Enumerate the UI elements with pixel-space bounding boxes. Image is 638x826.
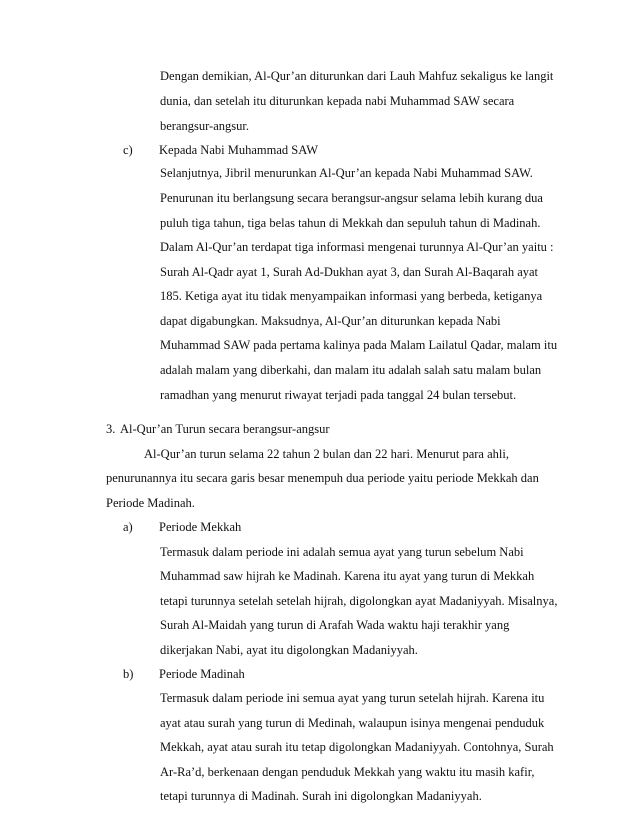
paragraph-line: Selanjutnya, Jibril menurunkan Al-Qur’an kepada Nabi Muhammad SAW.	[160, 166, 533, 180]
paragraph-line: Muhammad saw hijrah ke Madinah. Karena itu ayat yang turun di Mekkah	[160, 569, 535, 583]
paragraph-line: Ar-Ra’d, berkenaan dengan penduduk Mekkah yang waktu itu masih kafir,	[160, 765, 535, 779]
paragraph-line: Dalam Al-Qur’an terdapat tiga informasi mengenai turunnya Al-Qur’an yaitu :	[160, 240, 554, 254]
paragraph-line: Periode Madinah.	[106, 496, 195, 510]
list-item-b-heading	[123, 666, 245, 682]
paragraph-line: tetapi turunnya setelah setelah hijrah, digolongkan ayat Madaniyyah. Misalnya,	[160, 594, 558, 608]
list-marker: b)	[123, 667, 134, 681]
subheading: Periode Mekkah	[159, 520, 242, 534]
paragraph-line: Termasuk dalam periode ini adalah semua ayat yang turun sebelum Nabi	[160, 545, 524, 559]
paragraph-line: berangsur-angsur.	[160, 119, 249, 133]
paragraph-line: dapat digabungkan. Maksudnya, Al-Qur’an diturunkan kepada Nabi	[160, 314, 501, 328]
paragraph-line: Surah Al-Maidah yang turun di Arafah Wada waktu haji terakhir yang	[160, 618, 510, 632]
paragraph-line: Dengan demikian, Al-Qur’an diturunkan dari Lauh Mahfuz sekaligus ke langit	[160, 69, 554, 83]
section-3-heading	[106, 421, 330, 437]
paragraph-line: ramadhan yang menurut riwayat terjadi pada tanggal 24 bulan tersebut.	[160, 388, 517, 402]
paragraph-line: puluh tiga tahun, tiga belas tahun di Mekkah dan sepuluh tahun di Madinah.	[160, 216, 541, 230]
list-item-a-heading	[123, 519, 241, 535]
section-title: Al-Qur’an Turun secara berangsur-angsur	[120, 422, 330, 436]
paragraph-line: Penurunan itu berlangsung secara berangsur-angsur selama lebih kurang dua	[160, 191, 543, 205]
paragraph-line: dunia, dan setelah itu diturunkan kepada nabi Muhammad SAW secara	[160, 94, 515, 108]
paragraph-line: tetapi turunnya di Madinah. Surah ini digolongkan Madaniyyah.	[160, 789, 482, 803]
paragraph-line: Mekkah, ayat atau surah itu tetap digolongkan Madaniyyah. Contohnya, Surah	[160, 740, 554, 754]
subheading: Periode Madinah	[159, 667, 245, 681]
paragraph-line: dikerjakan Nabi, ayat itu digolongkan Madaniyyah.	[160, 643, 418, 657]
section-number: 3.	[106, 422, 116, 436]
paragraph-line: Muhammad SAW pada pertama kalinya pada Malam Lailatul Qadar, malam itu	[160, 338, 558, 352]
paragraph-line: Al-Qur’an turun selama 22 tahun 2 bulan dan 22 hari. Menurut para ahli,	[144, 447, 509, 461]
paragraph-line: Termasuk dalam periode ini semua ayat yang turun setelah hijrah. Karena itu	[160, 691, 545, 705]
paragraph-line: ayat atau surah yang turun di Medinah, walaupun isinya mengenai penduduk	[160, 716, 545, 730]
list-item-c-heading	[123, 142, 318, 158]
list-marker: a)	[123, 520, 133, 534]
subheading: Kepada Nabi Muhammad SAW	[159, 143, 319, 157]
paragraph-line: penurunannya itu secara garis besar menempuh dua periode yaitu periode Mekkah dan	[106, 471, 539, 485]
list-marker: c)	[123, 143, 133, 157]
paragraph-line: adalah malam yang diberkahi, dan malam itu adalah salah satu malam bulan	[160, 363, 542, 377]
paragraph-line: 185. Ketiga ayat itu tidak menyampaikan informasi yang berbeda, ketiganya	[160, 289, 543, 303]
paragraph-line: Surah Al-Qadr ayat 1, Surah Ad-Dukhan ayat 3, dan Surah Al-Baqarah ayat	[160, 265, 539, 279]
